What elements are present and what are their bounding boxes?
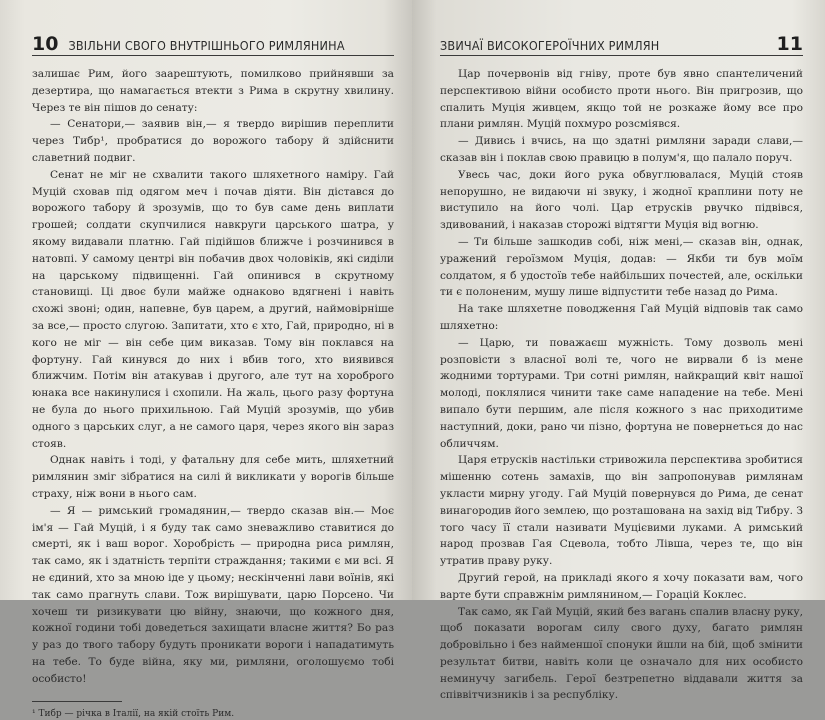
right-running-head: [440, 33, 803, 56]
right-paragraph-3: Увесь час, доки його рука обвуглювалася, Муцій стояв непорушно, не видаючи ні звуку, і жодної краплини поту не виступило на його чолі. Цар етрусків рвучко підвівся, здивований, і наказав сторожі відтягти Муція від вогню.: [440, 168, 803, 232]
right-paragraph-5: На таке шляхетне поводження Гай Муцій відповів так само шляхетно:: [440, 303, 803, 332]
left-running-title: ЗВІЛЬНИ СВОГО ВНУТРІШНЬОГО РИМЛЯНИНА: [68, 38, 345, 53]
footnote: ¹ Тибр — річка в Італії, на якій стоїть Рим.: [32, 709, 235, 720]
right-page: [412, 0, 825, 702]
left-page-number: 10: [32, 33, 59, 55]
left-page: [0, 0, 412, 720]
right-running-title: ЗВИЧАЇ ВИСОКОГЕРОЇЧНИХ РИМЛЯН: [440, 38, 660, 53]
left-running-head: [32, 33, 394, 56]
left-body-text: [32, 66, 394, 687]
left-paragraph-2: — Сенатори,— заявив він,— я твердо вирішив переплити через Тибр¹, пробратися до ворожого табору й здійснити славетний подвиг.: [32, 118, 394, 164]
right-paragraph-9: Так само, як Гай Муцій, який без вагань спалив власну руку, щоб показати ворогам силу свого духу, багато римлян добровільно і без найменшої спонуки йшли на бій, щоб змінити результат битви, навіть коли це означало для них особисто неминучу загибель. Герої безтрепетно віддавали життя за співвітчизників і за республіку.: [440, 605, 803, 702]
left-paragraph-1: залишає Рим, його заарештують, помилково прийнявши за дезертира, що намагається втекти з Рима в скрутну хвилину. Через те він пішов до сенату:: [32, 68, 394, 114]
left-paragraph-3: Сенат не міг не схвалити такого шляхетного наміру. Гай Муцій сховав під одягом меч і почав діяти. Він дістався до ворожого табору й зрозумів, що то був саме день виплати грошей; солдати скупчилися навкруги царського шатра, у якому видавали платню. Гай підійшов ближче і розчинився в натовпі. У самому центрі він побачив двох чоловіків, які сиділи на царському підвищенні. Гай опинився в скрутному становищі. Ці двоє були майже однаково вдягнені і навіть схожі звоні; один, напевне, був царем, а другий, наймовірніше за все,— просто слугою. Запитати, хто є хто, Гай, природно, ні в кого не міг — він себе цим виказав. Тому він поклався на фортуну. Гай кинувся до них і вбив того, хто виявився ближчим. Потім він атакував і другого, але тут на хороброго юнака все накинулися і схопили. На жаль, цього разу фортуна не була до нього прихильною. Гай Муцій зрозумів, що убив одного з царських слуг, а не самого царя, через якого він зараз стояв.: [32, 168, 394, 450]
right-paragraph-6: — Царю, ти поважаєш мужність. Тому дозволь мені розповісти з власної волі те, чого не вирвали б із мене жодними тортурами. Три сотні римлян, найкращий квіт нашої молоді, поклялися чинити таке саме нападение на тебе. Мені випало бути першим, але після кожного з нас приходитиме наступний, доки, рано чи пізно, фортуна не повернеться до нас обличчям.: [440, 336, 803, 450]
right-paragraph-4: — Ти більше зашкодив собі, ніж мені,— сказав він, однак, уражений героїзмом Муція, додав: — Якби ти був моїм солдатом, я б удостоїв тебе найбільших почестей, але, оскільки ти є полоненим, мушу лише відпустити тебе назад до Рима.: [440, 235, 803, 299]
right-paragraph-1: Цар почервонів від гніву, проте був явно спантеличений перспективою війни особисто проти нього. Він пригрозив, що спалить Муція живцем, якщо той не розкаже йому все про плани римлян. Муцій похмуро розсміявся.: [440, 68, 803, 131]
left-paragraph-4: Однак навіть і тоді, у фатальну для себе мить, шляхетний римлянин зміг зібратися на силі й викликати у ворогів більше страху, ніж вони в нього сам.: [32, 454, 394, 500]
right-body-text: [440, 66, 803, 704]
right-paragraph-2: — Дивись і вчись, на що здатні римляни заради слави,— сказав він і поклав свою правицю в полум'я, що палало поруч.: [440, 135, 803, 164]
left-paragraph-5: — Я — римський громадянин,— твердо сказав він.— Моє ім'я — Гай Муцій, і я буду так само зневажливо ставитися до смерті, як і ваш ворог. Хоробрість — природна риса римлян, так само, як і здатність терпіти страждання; такими є ми всі. Я не єдиний, хто за мною іде у цьому; нескінченні лави воїнів, які так само прагнуть слави. Тож вирішувати, царю Порсено. Чи хочеш ти ризикувати цю війну, знаючи, що кожного дня, кожної години тобі доведеться захищати власне життя? Бо раз у раз до твого табору будуть проникати вороги і нападатимуть на тебе. То буде війна, яку ми, римляни, оголошуємо тобі особисто!: [32, 504, 394, 685]
right-paragraph-7: Царя етрусків настільки стривожила перспектива зробитися мішенню сотень замахів, що він запропонував римлянам укласти мирну угоду. Гай Муцій повернувся до Рима, де сенат винагородив його землею, що розташована на захід від Тибру. З того часу її стали називати Муцієвими луками. А римський народ прозвав Гая Сцевола, тобто Лівша, через те, що він утратив праву руку.: [440, 454, 803, 568]
right-page-number: 11: [776, 33, 803, 55]
right-paragraph-8: Другий герой, на прикладі якого я хочу показати вам, чого варте бути справжнім римлянином,— Горацій Коклес.: [440, 571, 803, 601]
footnote-divider: [32, 701, 122, 702]
